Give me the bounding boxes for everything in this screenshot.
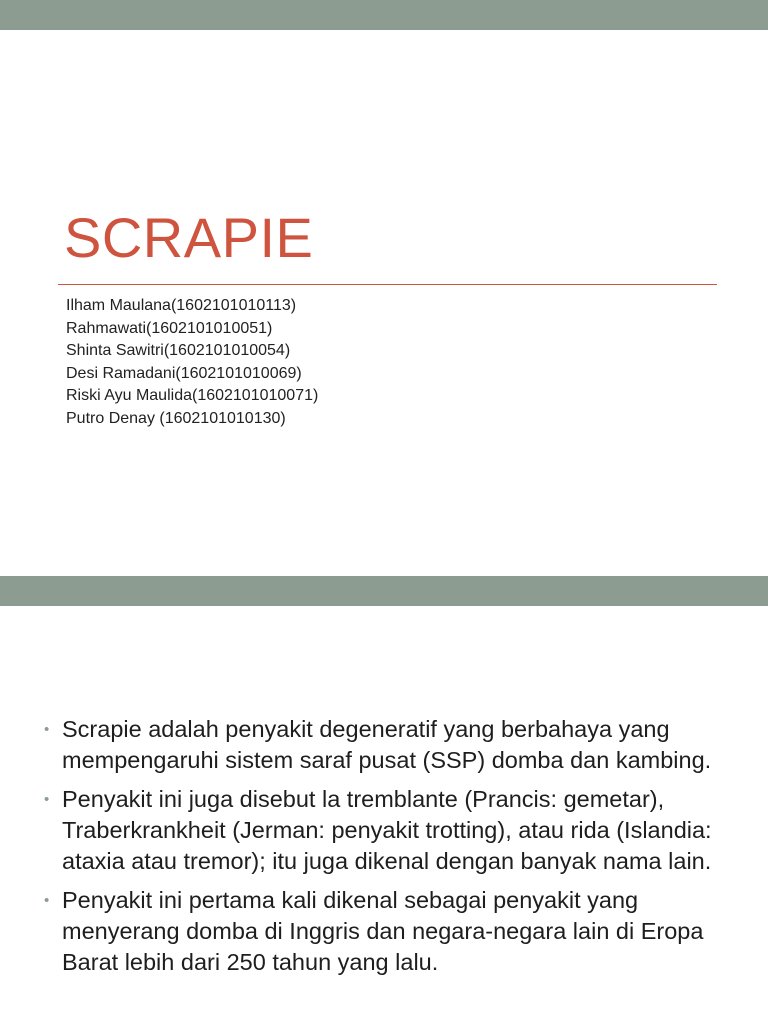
bullet-icon: • <box>44 791 50 808</box>
bullet-icon: • <box>44 721 50 738</box>
author-item: Putro Denay (1602101010130) <box>66 409 286 427</box>
bullet-icon: • <box>44 892 50 909</box>
bullet-item <box>44 784 744 877</box>
slide-title: SCRAPIE <box>64 206 314 269</box>
content-slide <box>0 576 768 1024</box>
slide-top-bar <box>0 0 768 30</box>
author-list <box>66 295 318 430</box>
author-item: Ilham Maulana(1602101010113) <box>66 297 297 314</box>
title-divider <box>58 284 717 285</box>
bullet-text: Penyakit ini pertama kali dikenal sebagai penyakit yang menyerang domba di Inggris dan negara-negara lain di Eropa Barat lebih dari 250 tahun yang lalu. <box>62 887 704 975</box>
bullet-list <box>44 714 744 986</box>
author-item: Desi Ramadani(1602101010069) <box>66 364 302 382</box>
bullet-text: Scrapie adalah penyakit degeneratif yang berbahaya yang mempengaruhi sistem saraf pusat (SSP) domba dan kambing. <box>62 716 712 773</box>
author-item: Riski Ayu Maulida(1602101010071) <box>66 387 319 404</box>
bullet-text: Penyakit ini juga disebut la tremblante (Prancis: gemetar), Traberkrankheit (Jerman: penyakit trotting), atau rida (Islandia: ataxia atau tremor); itu juga dikenal dengan banyak nama lain. <box>62 786 712 874</box>
author-item: Rahmawati(1602101010051) <box>66 319 273 337</box>
bullet-item <box>44 885 744 978</box>
bullet-item <box>44 714 744 776</box>
author-item: Shinta Sawitri(1602101010054) <box>66 342 291 359</box>
slide-top-bar <box>0 576 768 606</box>
